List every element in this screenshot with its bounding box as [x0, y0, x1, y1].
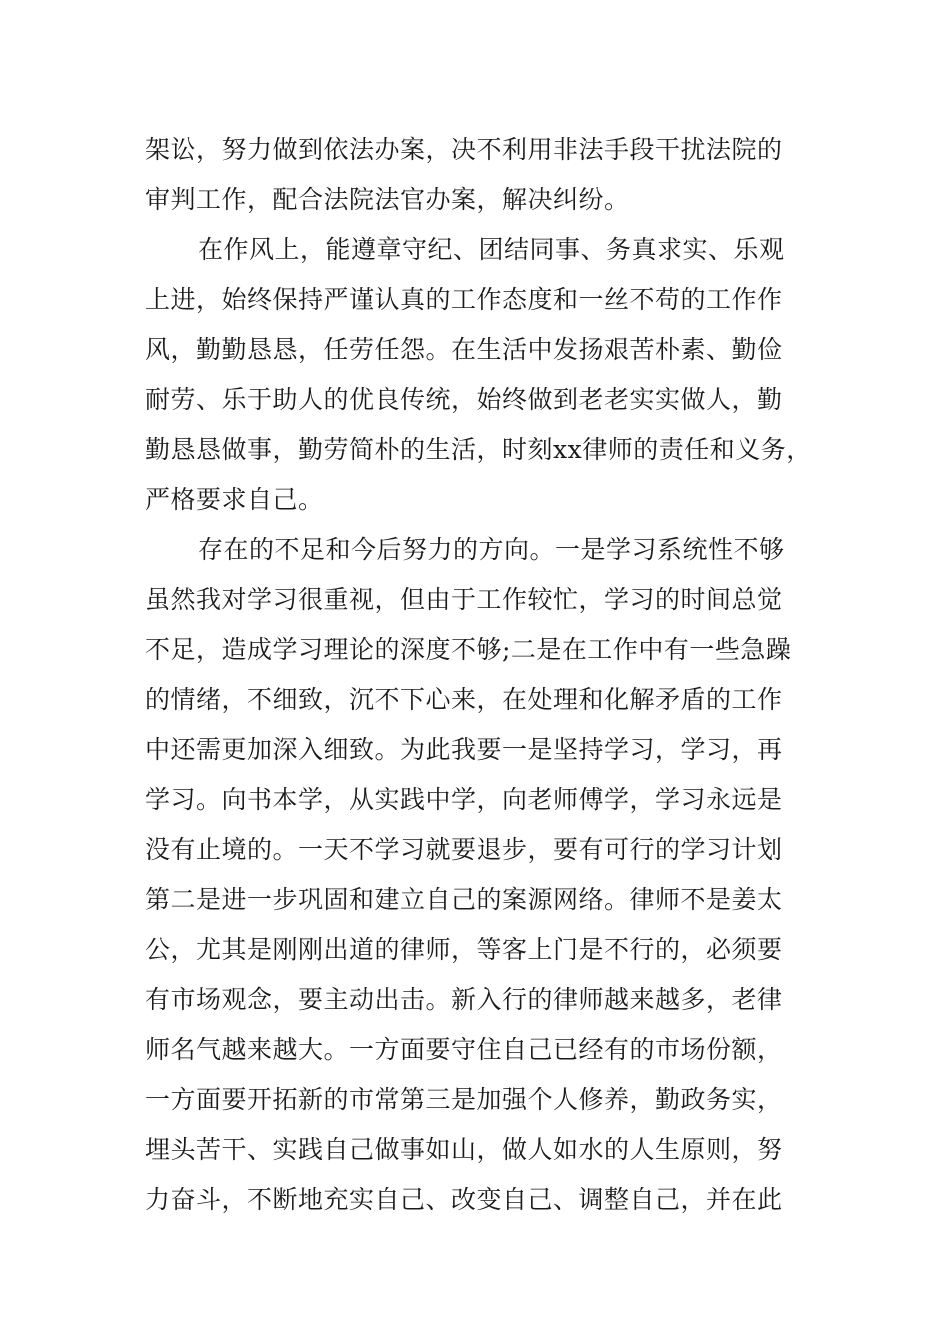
text-line: 公，尤其是刚刚出道的律师，等客上门是不行的，必须要	[145, 935, 783, 964]
text-line: 虽然我对学习很重视，但由于工作较忙，学习的时间总觉	[145, 585, 783, 614]
paragraph-start-line: 存在的不足和今后努力的方向。一是学习系统性不够	[198, 535, 785, 564]
text-line: 严格要求自己。	[145, 485, 324, 514]
text-line: 第二是进一步巩固和建立自己的案源网络。律师不是姜太	[145, 885, 783, 914]
text-line: 架讼，努力做到依法办案，决不利用非法手段干扰法院的	[145, 135, 783, 164]
text-line: 一方面要开拓新的市常第三是加强个人修养，勤政务实，	[145, 1085, 783, 1114]
text-line: 有市场观念，要主动出击。新入行的律师越来越多，老律	[145, 985, 783, 1014]
text-line: 不足，造成学习理论的深度不够;二是在工作中有一些急躁	[145, 635, 792, 664]
text-line: 耐劳、乐于助人的优良传统，始终做到老老实实做人，勤	[145, 385, 783, 414]
text-line: 勤恳恳做事，勤劳简朴的生活，时刻xx律师的责任和义务，	[145, 435, 812, 464]
text-line: 没有止境的。一天不学习就要退步，要有可行的学习计划	[145, 835, 783, 864]
paragraph-start-line: 在作风上，能遵章守纪、团结同事、务真求实、乐观	[198, 235, 785, 264]
text-line: 审判工作，配合法院法官办案，解决纠纷。	[145, 185, 630, 214]
text-line: 中还需更加深入细致。为此我要一是坚持学习，学习，再	[145, 735, 783, 764]
text-line: 风，勤勤恳恳，任劳任怨。在生活中发扬艰苦朴素、勤俭	[145, 335, 783, 364]
text-line: 埋头苦干、实践自己做事如山，做人如水的人生原则，努	[145, 1135, 783, 1164]
text-line: 上进，始终保持严谨认真的工作态度和一丝不苟的工作作	[145, 285, 783, 314]
text-line: 的情绪，不细致，沉不下心来，在处理和化解矛盾的工作	[145, 685, 783, 714]
text-line: 学习。向书本学，从实践中学，向老师傅学，学习永远是	[145, 785, 783, 814]
text-line: 力奋斗，不断地充实自己、改变自己、调整自己，并在此	[145, 1185, 783, 1214]
text-line: 师名气越来越大。一方面要守住自己已经有的市场份额，	[145, 1035, 783, 1064]
